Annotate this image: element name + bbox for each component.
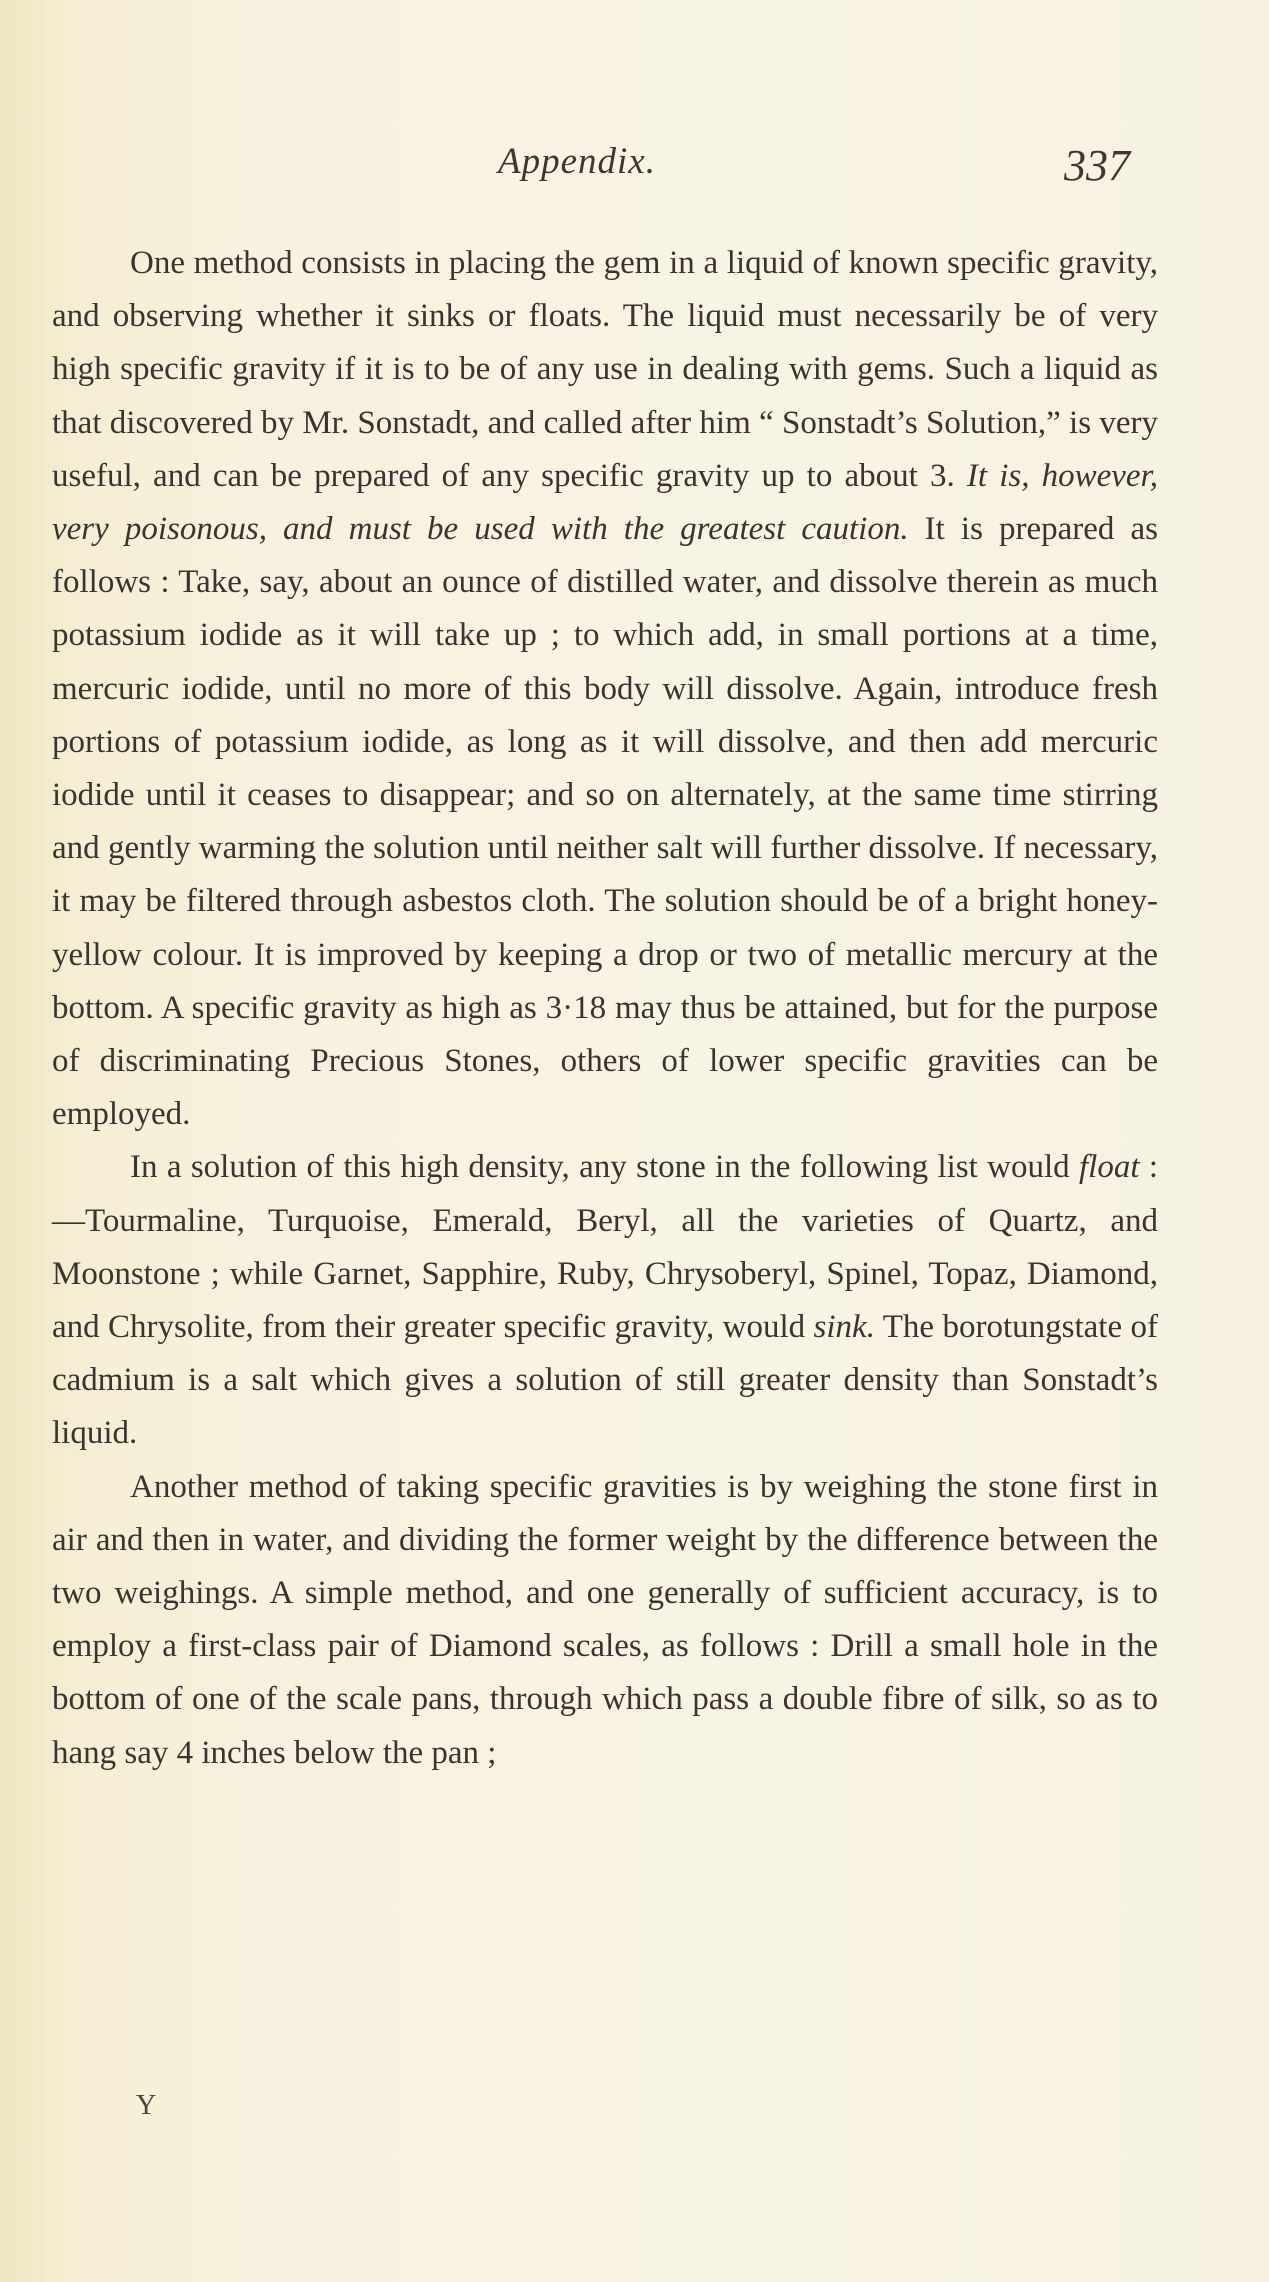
running-title: Appendix.: [498, 141, 656, 182]
poison-warning: It is, however, very poisonous, and must be used with the greatest caution.: [52, 457, 1158, 548]
paragraph-text: Another method of taking specific gravities is by weighing the stone first in air and then in water, and dividing the former weight by the difference between the two weighings. A simple method, and one generally of sufficient accuracy, is to employ a first-class pair of Diamond scales, as follows : Drill a small hole in the bottom of one of the scale pans, through which pass a double fibre of silk, so as to hang say 4 inches below the pan ;: [52, 1468, 1158, 1771]
emphasis-sink: sink.: [813, 1309, 875, 1346]
emphasis-float: float: [1078, 1149, 1140, 1186]
paragraph-text: The borotungstate of cadmium is a salt which gives a solution of still greater density than Sonstadt’s liquid.: [52, 1309, 1158, 1452]
paragraph-text: It is prepared as follows : Take, say, about an ounce of distilled water, and dissolve therein as much potassium iodide as it will take up ; to which add, in small portions at a time, mercuric iodide, until no more of this body will dissolve. Again, introduce fresh portions of potassium iodide, as long as it will dissolve, and then add mercuric iodide until it ceases to disappear; and so on alternately, at the same time stirring and gently warming the solution until neither salt will further dissolve. If necessary, it may be filtered through asbestos cloth. The solution should be of a bright honey-yellow colour. It is improved by keeping a drop or two of metallic mercury at the bottom. A specific gravity as high as 3·18 may thus be attained, but for the purpose of discriminating Precious Stones, others of lower specific gravities can be employed.: [52, 511, 1158, 1133]
paragraph-weighing-method: [52, 1461, 1158, 1780]
body-text: [52, 237, 1158, 1780]
paragraph-text: One method consists in placing the gem in a liquid of known specific gravity, and observing whether it sinks or floats. The liquid must necessarily be of very high specific gravity if it is to be of any use in dealing with gems. Such a liquid as that discovered by Mr. Sonstadt, and called after him “ Sonstadt’s Solution,” is very useful, and can be prepared of any specific gravity up to about 3.: [52, 245, 1158, 494]
paragraph-text: In a solution of this high density, any stone in the following list would: [130, 1149, 1079, 1186]
paragraph-specific-gravity-liquid: [52, 237, 1158, 1141]
page-header: [0, 128, 1269, 188]
signature-mark: Y: [136, 2090, 157, 2121]
page-number: 337: [1064, 141, 1130, 190]
paragraph-float-sink-list: [52, 1141, 1158, 1460]
paragraph-text: :—Tourmaline, Turquoise, Emerald, Beryl, all the varieties of Quartz, and Moonstone ; while Garnet, Sapphire, Ruby, Chrysoberyl, Spinel, Topaz, Diamond, and Chrysolite, from their greater specific gravity, would: [52, 1149, 1159, 1346]
